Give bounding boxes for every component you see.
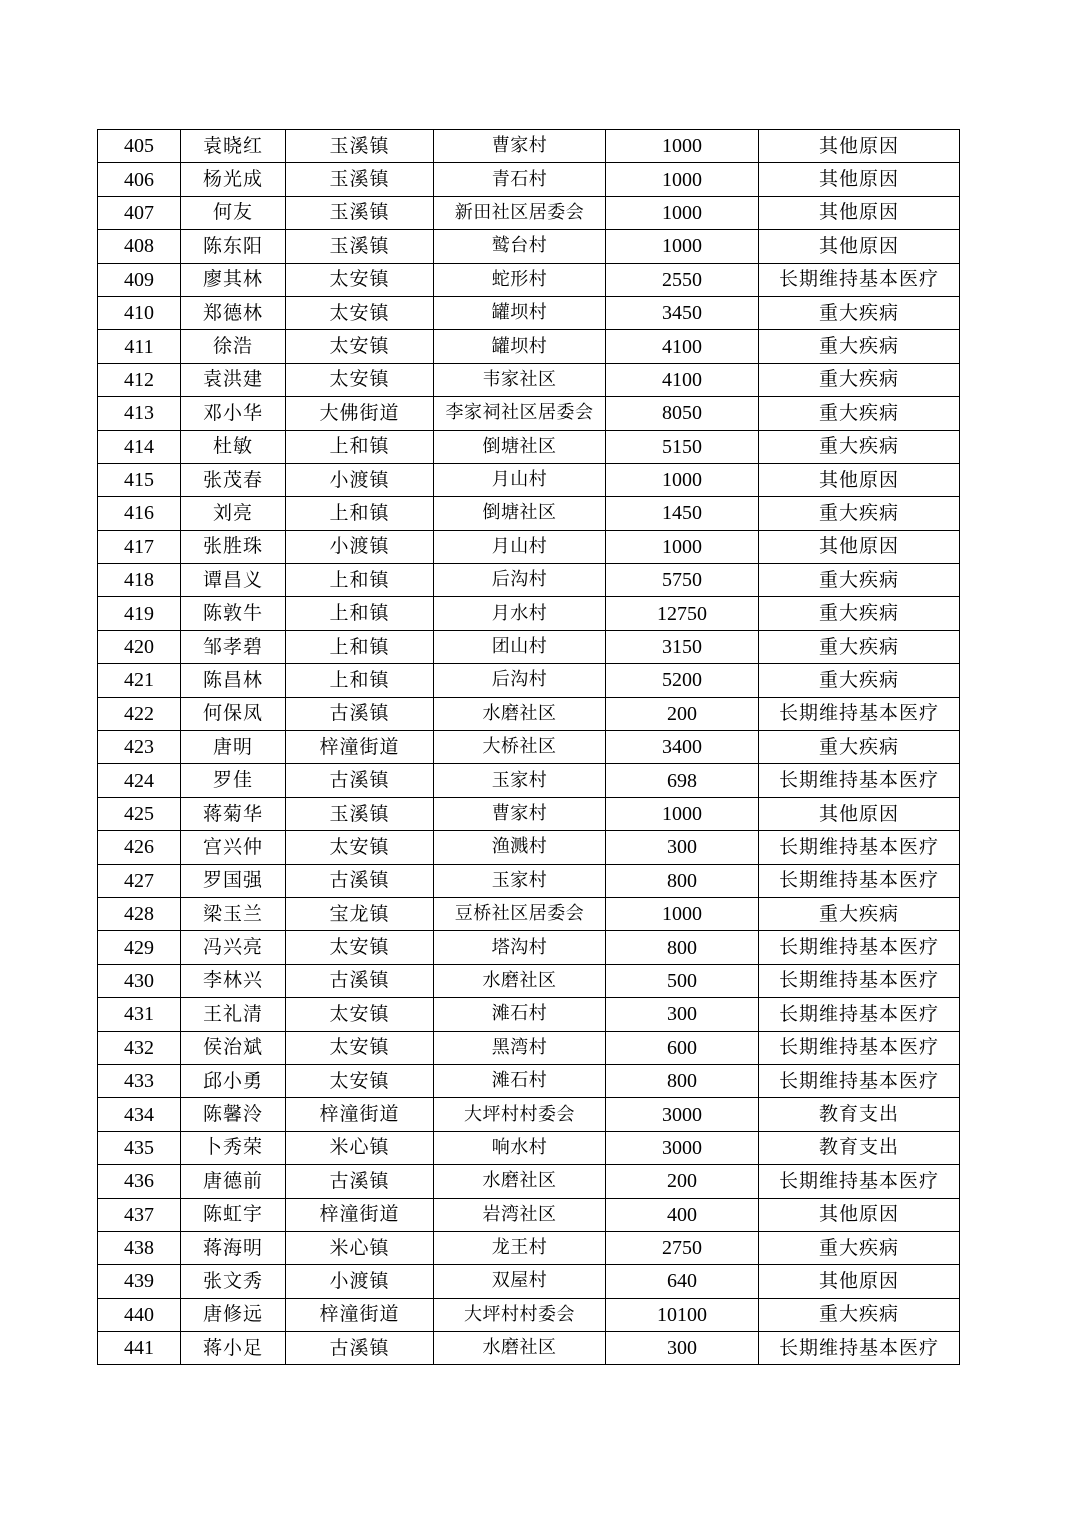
table-row bbox=[98, 564, 960, 597]
cell-amount: 200 bbox=[606, 697, 759, 730]
cell-reason: 重大疾病 bbox=[759, 630, 960, 663]
table-row bbox=[98, 1064, 960, 1097]
cell-row-number: 434 bbox=[98, 1098, 181, 1131]
cell-row-number: 428 bbox=[98, 897, 181, 930]
cell-reason: 长期维持基本医疗 bbox=[759, 697, 960, 730]
cell-reason: 其他原因 bbox=[759, 1265, 960, 1298]
cell-village: 塔沟村 bbox=[434, 931, 606, 964]
cell-row-number: 412 bbox=[98, 363, 181, 396]
cell-reason: 重大疾病 bbox=[759, 564, 960, 597]
cell-village: 新田社区居委会 bbox=[434, 196, 606, 229]
cell-village: 双屋村 bbox=[434, 1265, 606, 1298]
cell-person-name: 袁晓红 bbox=[181, 130, 286, 163]
cell-amount: 800 bbox=[606, 1064, 759, 1097]
cell-row-number: 426 bbox=[98, 831, 181, 864]
cell-person-name: 张胜珠 bbox=[181, 530, 286, 563]
cell-village: 滩石村 bbox=[434, 1064, 606, 1097]
cell-township: 太安镇 bbox=[286, 296, 434, 329]
table-row bbox=[98, 1198, 960, 1231]
table-row bbox=[98, 463, 960, 496]
cell-village: 鹫台村 bbox=[434, 230, 606, 263]
cell-amount: 5200 bbox=[606, 664, 759, 697]
cell-township: 上和镇 bbox=[286, 430, 434, 463]
cell-amount: 5750 bbox=[606, 564, 759, 597]
cell-township: 大佛街道 bbox=[286, 397, 434, 430]
cell-row-number: 436 bbox=[98, 1165, 181, 1198]
cell-reason: 其他原因 bbox=[759, 797, 960, 830]
cell-person-name: 何保凤 bbox=[181, 697, 286, 730]
cell-township: 古溪镇 bbox=[286, 864, 434, 897]
cell-amount: 1000 bbox=[606, 897, 759, 930]
cell-reason: 长期维持基本医疗 bbox=[759, 931, 960, 964]
cell-person-name: 罗佳 bbox=[181, 764, 286, 797]
cell-village: 响水村 bbox=[434, 1131, 606, 1164]
cell-reason: 长期维持基本医疗 bbox=[759, 831, 960, 864]
cell-amount: 10100 bbox=[606, 1298, 759, 1331]
cell-person-name: 蒋菊华 bbox=[181, 797, 286, 830]
cell-township: 梓潼街道 bbox=[286, 1098, 434, 1131]
cell-row-number: 408 bbox=[98, 230, 181, 263]
cell-row-number: 431 bbox=[98, 998, 181, 1031]
cell-person-name: 廖其林 bbox=[181, 263, 286, 296]
table-row bbox=[98, 831, 960, 864]
cell-village: 李家祠社区居委会 bbox=[434, 397, 606, 430]
cell-row-number: 413 bbox=[98, 397, 181, 430]
cell-amount: 1450 bbox=[606, 497, 759, 530]
cell-reason: 其他原因 bbox=[759, 463, 960, 496]
table-row bbox=[98, 1031, 960, 1064]
cell-person-name: 卜秀荣 bbox=[181, 1131, 286, 1164]
cell-row-number: 415 bbox=[98, 463, 181, 496]
cell-row-number: 417 bbox=[98, 530, 181, 563]
cell-village: 岩湾社区 bbox=[434, 1198, 606, 1231]
cell-village: 罐坝村 bbox=[434, 330, 606, 363]
cell-village: 蛇形村 bbox=[434, 263, 606, 296]
table-row bbox=[98, 998, 960, 1031]
cell-township: 太安镇 bbox=[286, 831, 434, 864]
cell-reason: 教育支出 bbox=[759, 1098, 960, 1131]
cell-village: 月山村 bbox=[434, 530, 606, 563]
cell-township: 小渡镇 bbox=[286, 530, 434, 563]
cell-row-number: 440 bbox=[98, 1298, 181, 1331]
cell-row-number: 411 bbox=[98, 330, 181, 363]
table-row bbox=[98, 931, 960, 964]
cell-person-name: 谭昌义 bbox=[181, 564, 286, 597]
cell-person-name: 袁洪建 bbox=[181, 363, 286, 396]
cell-person-name: 梁玉兰 bbox=[181, 897, 286, 930]
cell-row-number: 438 bbox=[98, 1231, 181, 1264]
cell-reason: 长期维持基本医疗 bbox=[759, 864, 960, 897]
table-row bbox=[98, 897, 960, 930]
cell-township: 上和镇 bbox=[286, 630, 434, 663]
table-row bbox=[98, 731, 960, 764]
cell-person-name: 郑德林 bbox=[181, 296, 286, 329]
cell-row-number: 406 bbox=[98, 163, 181, 196]
cell-amount: 800 bbox=[606, 931, 759, 964]
table-row bbox=[98, 630, 960, 663]
cell-amount: 300 bbox=[606, 1332, 759, 1365]
cell-reason: 重大疾病 bbox=[759, 731, 960, 764]
cell-person-name: 杜敏 bbox=[181, 430, 286, 463]
cell-amount: 8050 bbox=[606, 397, 759, 430]
cell-township: 太安镇 bbox=[286, 931, 434, 964]
cell-person-name: 唐明 bbox=[181, 731, 286, 764]
cell-row-number: 420 bbox=[98, 630, 181, 663]
table-row bbox=[98, 497, 960, 530]
table-row bbox=[98, 1265, 960, 1298]
cell-reason: 长期维持基本医疗 bbox=[759, 1165, 960, 1198]
cell-row-number: 405 bbox=[98, 130, 181, 163]
cell-person-name: 陈馨泠 bbox=[181, 1098, 286, 1131]
cell-row-number: 422 bbox=[98, 697, 181, 730]
cell-row-number: 421 bbox=[98, 664, 181, 697]
table-row bbox=[98, 797, 960, 830]
cell-reason: 长期维持基本医疗 bbox=[759, 964, 960, 997]
cell-township: 太安镇 bbox=[286, 998, 434, 1031]
cell-township: 上和镇 bbox=[286, 664, 434, 697]
table-row bbox=[98, 130, 960, 163]
table-row bbox=[98, 430, 960, 463]
table-row bbox=[98, 263, 960, 296]
cell-village: 倒塘社区 bbox=[434, 497, 606, 530]
cell-village: 玉家村 bbox=[434, 864, 606, 897]
cell-row-number: 414 bbox=[98, 430, 181, 463]
cell-village: 玉家村 bbox=[434, 764, 606, 797]
table-body bbox=[98, 130, 960, 1365]
cell-person-name: 张茂春 bbox=[181, 463, 286, 496]
cell-township: 太安镇 bbox=[286, 330, 434, 363]
cell-township: 古溪镇 bbox=[286, 1165, 434, 1198]
cell-township: 玉溪镇 bbox=[286, 196, 434, 229]
cell-person-name: 罗国强 bbox=[181, 864, 286, 897]
cell-amount: 3450 bbox=[606, 296, 759, 329]
cell-person-name: 冯兴亮 bbox=[181, 931, 286, 964]
cell-person-name: 陈虹宇 bbox=[181, 1198, 286, 1231]
cell-township: 太安镇 bbox=[286, 363, 434, 396]
table-row bbox=[98, 230, 960, 263]
cell-village: 渔溅村 bbox=[434, 831, 606, 864]
table-row bbox=[98, 964, 960, 997]
table-row bbox=[98, 530, 960, 563]
cell-row-number: 435 bbox=[98, 1131, 181, 1164]
cell-reason: 重大疾病 bbox=[759, 497, 960, 530]
cell-township: 小渡镇 bbox=[286, 463, 434, 496]
cell-row-number: 441 bbox=[98, 1332, 181, 1365]
cell-person-name: 何友 bbox=[181, 196, 286, 229]
cell-township: 梓潼街道 bbox=[286, 1198, 434, 1231]
cell-row-number: 407 bbox=[98, 196, 181, 229]
cell-row-number: 419 bbox=[98, 597, 181, 630]
cell-row-number: 424 bbox=[98, 764, 181, 797]
cell-person-name: 王礼清 bbox=[181, 998, 286, 1031]
cell-amount: 3400 bbox=[606, 731, 759, 764]
cell-amount: 4100 bbox=[606, 363, 759, 396]
cell-reason: 其他原因 bbox=[759, 1198, 960, 1231]
cell-village: 龙王村 bbox=[434, 1231, 606, 1264]
cell-person-name: 陈昌林 bbox=[181, 664, 286, 697]
cell-row-number: 439 bbox=[98, 1265, 181, 1298]
cell-row-number: 425 bbox=[98, 797, 181, 830]
table-row bbox=[98, 1098, 960, 1131]
cell-village: 青石村 bbox=[434, 163, 606, 196]
cell-amount: 1000 bbox=[606, 463, 759, 496]
cell-row-number: 432 bbox=[98, 1031, 181, 1064]
table-row bbox=[98, 597, 960, 630]
cell-amount: 698 bbox=[606, 764, 759, 797]
cell-township: 上和镇 bbox=[286, 597, 434, 630]
cell-row-number: 437 bbox=[98, 1198, 181, 1231]
cell-person-name: 侯治斌 bbox=[181, 1031, 286, 1064]
cell-row-number: 409 bbox=[98, 263, 181, 296]
cell-village: 大坪村村委会 bbox=[434, 1298, 606, 1331]
cell-township: 梓潼街道 bbox=[286, 1298, 434, 1331]
cell-person-name: 邱小勇 bbox=[181, 1064, 286, 1097]
cell-amount: 200 bbox=[606, 1165, 759, 1198]
table-row bbox=[98, 1298, 960, 1331]
cell-amount: 1000 bbox=[606, 196, 759, 229]
cell-row-number: 410 bbox=[98, 296, 181, 329]
table-row bbox=[98, 363, 960, 396]
assistance-table bbox=[97, 129, 960, 1365]
cell-village: 后沟村 bbox=[434, 564, 606, 597]
cell-amount: 2550 bbox=[606, 263, 759, 296]
cell-reason: 其他原因 bbox=[759, 230, 960, 263]
cell-person-name: 宫兴仲 bbox=[181, 831, 286, 864]
cell-village: 水磨社区 bbox=[434, 697, 606, 730]
cell-reason: 其他原因 bbox=[759, 163, 960, 196]
cell-village: 黑湾村 bbox=[434, 1031, 606, 1064]
cell-township: 上和镇 bbox=[286, 564, 434, 597]
cell-row-number: 418 bbox=[98, 564, 181, 597]
table-row bbox=[98, 664, 960, 697]
cell-reason: 重大疾病 bbox=[759, 664, 960, 697]
cell-township: 玉溪镇 bbox=[286, 130, 434, 163]
cell-person-name: 蒋海明 bbox=[181, 1231, 286, 1264]
cell-township: 梓潼街道 bbox=[286, 731, 434, 764]
cell-row-number: 429 bbox=[98, 931, 181, 964]
cell-reason: 重大疾病 bbox=[759, 597, 960, 630]
cell-village: 曹家村 bbox=[434, 130, 606, 163]
cell-township: 太安镇 bbox=[286, 263, 434, 296]
cell-village: 罐坝村 bbox=[434, 296, 606, 329]
cell-person-name: 张文秀 bbox=[181, 1265, 286, 1298]
cell-village: 水磨社区 bbox=[434, 1165, 606, 1198]
cell-amount: 3000 bbox=[606, 1131, 759, 1164]
cell-reason: 长期维持基本医疗 bbox=[759, 1031, 960, 1064]
table-row bbox=[98, 864, 960, 897]
table-row bbox=[98, 397, 960, 430]
cell-amount: 3000 bbox=[606, 1098, 759, 1131]
cell-township: 上和镇 bbox=[286, 497, 434, 530]
cell-village: 大坪村村委会 bbox=[434, 1098, 606, 1131]
cell-reason: 长期维持基本医疗 bbox=[759, 764, 960, 797]
cell-village: 曹家村 bbox=[434, 797, 606, 830]
cell-reason: 其他原因 bbox=[759, 530, 960, 563]
cell-township: 古溪镇 bbox=[286, 764, 434, 797]
table-row bbox=[98, 196, 960, 229]
cell-village: 水磨社区 bbox=[434, 1332, 606, 1365]
cell-township: 小渡镇 bbox=[286, 1265, 434, 1298]
cell-row-number: 416 bbox=[98, 497, 181, 530]
cell-amount: 5150 bbox=[606, 430, 759, 463]
cell-village: 团山村 bbox=[434, 630, 606, 663]
cell-township: 玉溪镇 bbox=[286, 230, 434, 263]
cell-township: 古溪镇 bbox=[286, 1332, 434, 1365]
cell-amount: 4100 bbox=[606, 330, 759, 363]
cell-person-name: 唐修远 bbox=[181, 1298, 286, 1331]
table-row bbox=[98, 764, 960, 797]
cell-reason: 长期维持基本医疗 bbox=[759, 1332, 960, 1365]
cell-reason: 其他原因 bbox=[759, 196, 960, 229]
cell-row-number: 423 bbox=[98, 731, 181, 764]
cell-township: 米心镇 bbox=[286, 1131, 434, 1164]
cell-amount: 800 bbox=[606, 864, 759, 897]
cell-reason: 重大疾病 bbox=[759, 363, 960, 396]
cell-amount: 1000 bbox=[606, 163, 759, 196]
cell-amount: 500 bbox=[606, 964, 759, 997]
cell-person-name: 唐德前 bbox=[181, 1165, 286, 1198]
cell-township: 古溪镇 bbox=[286, 697, 434, 730]
cell-reason: 重大疾病 bbox=[759, 430, 960, 463]
cell-person-name: 徐浩 bbox=[181, 330, 286, 363]
cell-amount: 1000 bbox=[606, 130, 759, 163]
cell-village: 韦家社区 bbox=[434, 363, 606, 396]
cell-village: 月水村 bbox=[434, 597, 606, 630]
cell-reason: 长期维持基本医疗 bbox=[759, 263, 960, 296]
cell-reason: 重大疾病 bbox=[759, 1298, 960, 1331]
cell-village: 后沟村 bbox=[434, 664, 606, 697]
cell-person-name: 李林兴 bbox=[181, 964, 286, 997]
cell-village: 豆桥社区居委会 bbox=[434, 897, 606, 930]
cell-amount: 300 bbox=[606, 831, 759, 864]
table-row bbox=[98, 697, 960, 730]
table-row bbox=[98, 1231, 960, 1264]
cell-person-name: 蒋小足 bbox=[181, 1332, 286, 1365]
cell-township: 古溪镇 bbox=[286, 964, 434, 997]
cell-village: 大桥社区 bbox=[434, 731, 606, 764]
cell-reason: 重大疾病 bbox=[759, 1231, 960, 1264]
cell-row-number: 427 bbox=[98, 864, 181, 897]
table-row bbox=[98, 330, 960, 363]
cell-township: 米心镇 bbox=[286, 1231, 434, 1264]
cell-village: 水磨社区 bbox=[434, 964, 606, 997]
cell-reason: 重大疾病 bbox=[759, 397, 960, 430]
cell-reason: 教育支出 bbox=[759, 1131, 960, 1164]
cell-amount: 1000 bbox=[606, 530, 759, 563]
table-row bbox=[98, 163, 960, 196]
cell-village: 倒塘社区 bbox=[434, 430, 606, 463]
cell-township: 玉溪镇 bbox=[286, 797, 434, 830]
cell-person-name: 陈敦牛 bbox=[181, 597, 286, 630]
cell-reason: 重大疾病 bbox=[759, 897, 960, 930]
cell-reason: 重大疾病 bbox=[759, 296, 960, 329]
table-row bbox=[98, 296, 960, 329]
cell-township: 宝龙镇 bbox=[286, 897, 434, 930]
table-row bbox=[98, 1131, 960, 1164]
cell-amount: 12750 bbox=[606, 597, 759, 630]
cell-amount: 1000 bbox=[606, 230, 759, 263]
cell-amount: 300 bbox=[606, 998, 759, 1031]
cell-person-name: 邹孝碧 bbox=[181, 630, 286, 663]
cell-reason: 长期维持基本医疗 bbox=[759, 998, 960, 1031]
cell-village: 月山村 bbox=[434, 463, 606, 496]
cell-row-number: 433 bbox=[98, 1064, 181, 1097]
cell-amount: 3150 bbox=[606, 630, 759, 663]
cell-amount: 1000 bbox=[606, 797, 759, 830]
cell-reason: 其他原因 bbox=[759, 130, 960, 163]
cell-person-name: 陈东阳 bbox=[181, 230, 286, 263]
cell-person-name: 邓小华 bbox=[181, 397, 286, 430]
cell-person-name: 刘亮 bbox=[181, 497, 286, 530]
cell-amount: 2750 bbox=[606, 1231, 759, 1264]
cell-amount: 600 bbox=[606, 1031, 759, 1064]
cell-row-number: 430 bbox=[98, 964, 181, 997]
cell-amount: 640 bbox=[606, 1265, 759, 1298]
cell-reason: 重大疾病 bbox=[759, 330, 960, 363]
cell-reason: 长期维持基本医疗 bbox=[759, 1064, 960, 1097]
cell-township: 太安镇 bbox=[286, 1031, 434, 1064]
cell-amount: 400 bbox=[606, 1198, 759, 1231]
cell-township: 玉溪镇 bbox=[286, 163, 434, 196]
cell-village: 滩石村 bbox=[434, 998, 606, 1031]
cell-person-name: 杨光成 bbox=[181, 163, 286, 196]
cell-township: 太安镇 bbox=[286, 1064, 434, 1097]
table-row bbox=[98, 1332, 960, 1365]
table-row bbox=[98, 1165, 960, 1198]
